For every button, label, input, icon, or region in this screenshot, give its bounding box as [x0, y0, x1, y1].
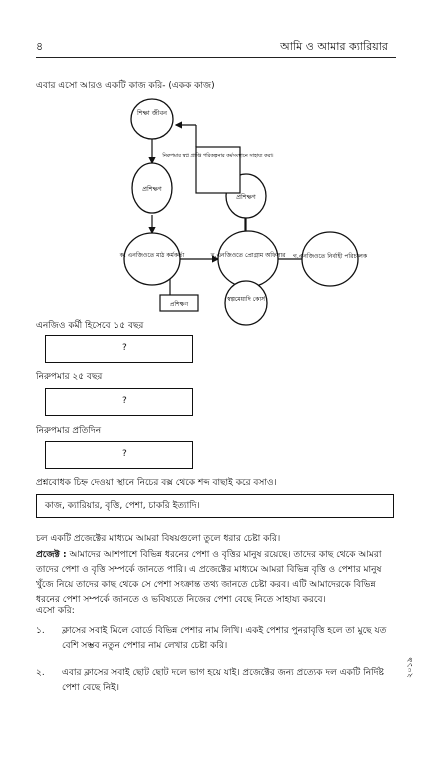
director-node-wrap: [292, 230, 368, 290]
label-25-years: নিরুপমার ২৫ বছর: [36, 372, 103, 382]
node-education: [131, 99, 173, 139]
node-field-officer: [124, 233, 180, 285]
book-title: আমি ও আমার ক্যারিয়ার: [280, 40, 388, 53]
node-field-officer-label: ক. এনজিওতে মাঠ কর্মকর্তা: [119, 252, 185, 259]
node-program-officer-label: খ.এনজিওতে প্রোগ্রাম অফিসার: [210, 252, 286, 259]
header-rule: [36, 57, 396, 58]
question-mark-1: ?: [122, 343, 127, 353]
node-short-course-label: স্বল্পমেয়াদি কোর্স: [226, 296, 266, 303]
instruction-text: প্রশ্নবোধক চিহ্ন দেওয়া স্থানে নিচের বক্স থেকে শব্দ বাছাই করে বসাও।: [36, 478, 277, 488]
node-director-label: গ.এনজিওতে নির্বাহী পরিচালক: [292, 253, 368, 260]
project-paragraph: [36, 548, 396, 608]
answer-box-2[interactable]: [45, 388, 193, 416]
project-intro: চল একটি প্রজেক্টের মাধ্যমে আমরা বিষয়গুলো তুলে ধরার চেষ্টা করি।: [36, 534, 281, 544]
activity-intro: এবার এসো আরও একটি কাজ করি- (একক কাজ): [36, 81, 215, 91]
answer-box-1[interactable]: [45, 335, 193, 363]
node-education-label: শিক্ষা জীবন: [136, 109, 168, 117]
node-training-3-label: প্রশিক্ষণ: [169, 301, 189, 308]
project-text: আমাদের আশপাশে বিভিন্ন ধরনের পেশা ও বৃত্তির মানুষ রয়েছে। তাদের কাছ থেকে আমরা তাদের পেশা ও বৃত্তি সম্পর্কে জানতে পারি। এ প্রজেক্টের মাধ্যমে আমরা বিভিন্ন বৃত্তি ও পেশার মানুষ খুঁজে নিয়ে তাদের কাছ থেকে সে পেশা সংক্রান্ত তথ্য জানতে চেষ্টা করব। এটি আমাদেরকে বিভিন্ন ধরনের পেশা সম্পর্কে জানতে ও ভবিষ্যতে নিজের পেশা বেছে নিতে সাহায্য করবে।: [36, 550, 382, 605]
question-mark-3: ?: [122, 449, 127, 459]
career-path-diagram: [100, 95, 340, 325]
step-2-text: এবার ক্লাসের সবাই ছোট ছোট দলে ভাগ হয়ে যাই। প্রজেক্টের জন্য প্রত্যেক দল একটি নির্দিষ্ট পেশা বেছে নিই।: [62, 668, 384, 693]
label-daily: নিরুপমার প্রতিদিন: [36, 426, 102, 436]
label-ngo-15-years: এনজিও কর্মী হিসেবে ১৫ বছর: [36, 321, 144, 331]
step-1-number: ১.: [36, 626, 45, 636]
word-box-text: কাজ, ক্যারিয়ার, বৃত্তি, পেশা, চাকরি ইত্যাদি।: [45, 501, 200, 511]
project-label: প্রজেক্ট :: [36, 550, 67, 560]
page-number: ৪: [36, 40, 44, 53]
node-program-officer: [218, 231, 278, 287]
note-box-label: নিরুপমার স্বপ্ন প্রাপ্তি পরিকল্পনার কর্মসংস্থানে সাহায্য করা।: [162, 153, 274, 159]
word-box: [36, 494, 394, 518]
side-mark: ২০১৯: [405, 657, 414, 678]
step-1-text: ক্লাসের সবাই মিলে বোর্ডে বিভিন্ন পেশার নাম লিখি। একই পেশার পুনরাবৃত্তি হলে তা মুছে যত বেশি সম্ভব নতুন পেশার নাম লেখার চেষ্টা করি।: [62, 626, 387, 651]
lets-do-heading: এসো করি:: [36, 606, 75, 616]
question-mark-2: ?: [122, 396, 127, 406]
step-2-number: ২.: [36, 668, 45, 678]
answer-box-3[interactable]: [45, 441, 193, 469]
node-training-1-label: প্রশিক্ষণ: [142, 185, 162, 193]
node-short-course: [225, 281, 267, 325]
node-training-2-label: প্রশিক্ষণ: [236, 193, 256, 201]
